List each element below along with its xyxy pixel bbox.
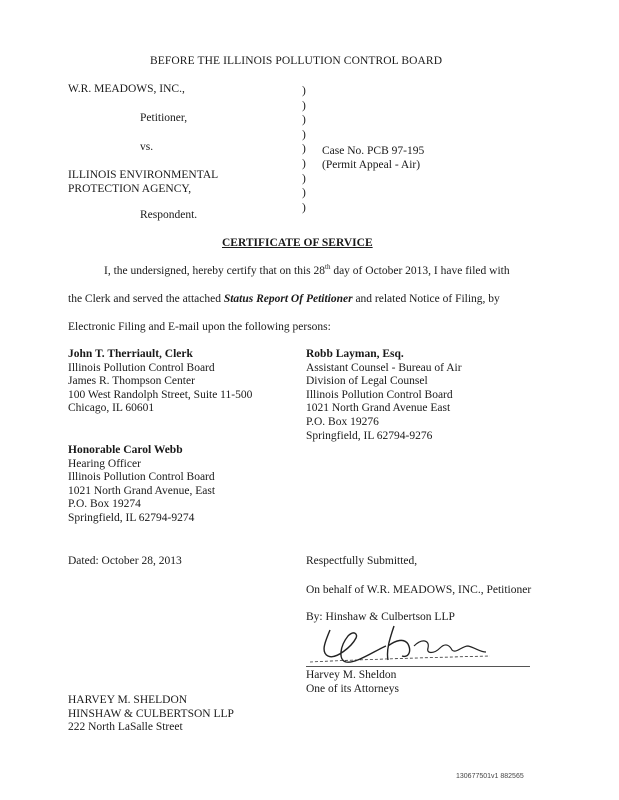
dated-line: Dated: October 28, 2013 (68, 555, 182, 567)
respondent-name-line1: ILLINOIS ENVIRONMENTAL (68, 169, 219, 181)
address-line: Illinois Pollution Control Board (68, 361, 215, 374)
respondent-label: Respondent. (140, 209, 198, 221)
paren: ) (302, 143, 306, 156)
signer-role: One of its Attorneys (306, 683, 399, 695)
address-line: Springfield, IL 62794-9276 (306, 429, 433, 442)
certificate-line-3: Electronic Filing and E-mail upon the following persons: (68, 321, 331, 333)
case-type: (Permit Appeal - Air) (322, 159, 421, 171)
address-line: P.O. Box 19276 (306, 415, 379, 428)
versus-text: vs. (140, 141, 154, 153)
recipient-name: Robb Layman, Esq. (306, 348, 404, 360)
paren: ) (302, 114, 306, 127)
on-behalf-line: On behalf of W.R. MEADOWS, INC., Petitioner (306, 584, 532, 596)
petitioner-name: W.R. MEADOWS, INC., (68, 83, 185, 95)
certificate-heading: CERTIFICATE OF SERVICE (222, 237, 373, 249)
signature-line (306, 666, 530, 667)
address-line: 1021 North Grand Avenue East (306, 402, 451, 415)
petitioner-label: Petitioner, (140, 112, 188, 124)
signature-image (290, 616, 530, 668)
paren: ) (302, 172, 306, 185)
respondent-name-line2: PROTECTION AGENCY, (68, 183, 192, 195)
signer-name: Harvey M. Sheldon (306, 669, 397, 681)
case-number: Case No. PCB 97-195 (322, 145, 425, 157)
recipient-hearing-officer (68, 444, 215, 526)
certificate-line-2: the Clerk and served the attached Status Report Of Petitioner and related Notice of Filing, by (68, 293, 500, 305)
firm-attorney: HARVEY M. SHELDON (68, 694, 188, 706)
paren: ) (302, 157, 306, 170)
firm-block (68, 694, 234, 735)
paren: ) (302, 128, 306, 141)
recipient-name: John T. Therriault, Clerk (68, 348, 193, 360)
address-line: Illinois Pollution Control Board (68, 471, 215, 484)
paren: ) (302, 85, 306, 97)
recipient-clerk (68, 348, 252, 416)
address-line: Division of Legal Counsel (306, 375, 428, 388)
paren: ) (302, 187, 306, 200)
document-id: 130677501v1 882565 (456, 773, 524, 780)
recipient-name: Honorable Carol Webb (68, 444, 183, 456)
paren: ) (302, 99, 306, 112)
document-title: Status Report Of Petitioner (223, 293, 353, 305)
firm-name: HINSHAW & CULBERTSON LLP (68, 707, 234, 720)
firm-address: 222 North LaSalle Street (68, 721, 183, 734)
address-line: Hearing Officer (68, 457, 141, 470)
address-line: P.O. Box 19274 (68, 498, 141, 511)
address-line: James R. Thompson Center (68, 375, 195, 388)
address-line: Assistant Counsel - Bureau of Air (306, 361, 462, 374)
paren: ) (302, 201, 306, 214)
caption-parentheses (302, 84, 312, 215)
respectfully-submitted: Respectfully Submitted, (306, 555, 418, 567)
by-firm-line: By: Hinshaw & Culbertson LLP (306, 611, 455, 623)
address-line: Chicago, IL 60601 (68, 402, 155, 415)
address-line: Springfield, IL 62794-9274 (68, 511, 195, 524)
address-line: 1021 North Grand Avenue, East (68, 484, 216, 497)
recipient-counsel (306, 348, 462, 443)
certificate-line-1: I, the undersigned, hereby certify that on this 28th day of October 2013, I have filed with (104, 263, 510, 277)
page-title: BEFORE THE ILLINOIS POLLUTION CONTROL BOARD (150, 55, 443, 67)
address-line: 100 West Randolph Street, Suite 11-500 (68, 388, 253, 401)
address-line: Illinois Pollution Control Board (306, 388, 453, 401)
